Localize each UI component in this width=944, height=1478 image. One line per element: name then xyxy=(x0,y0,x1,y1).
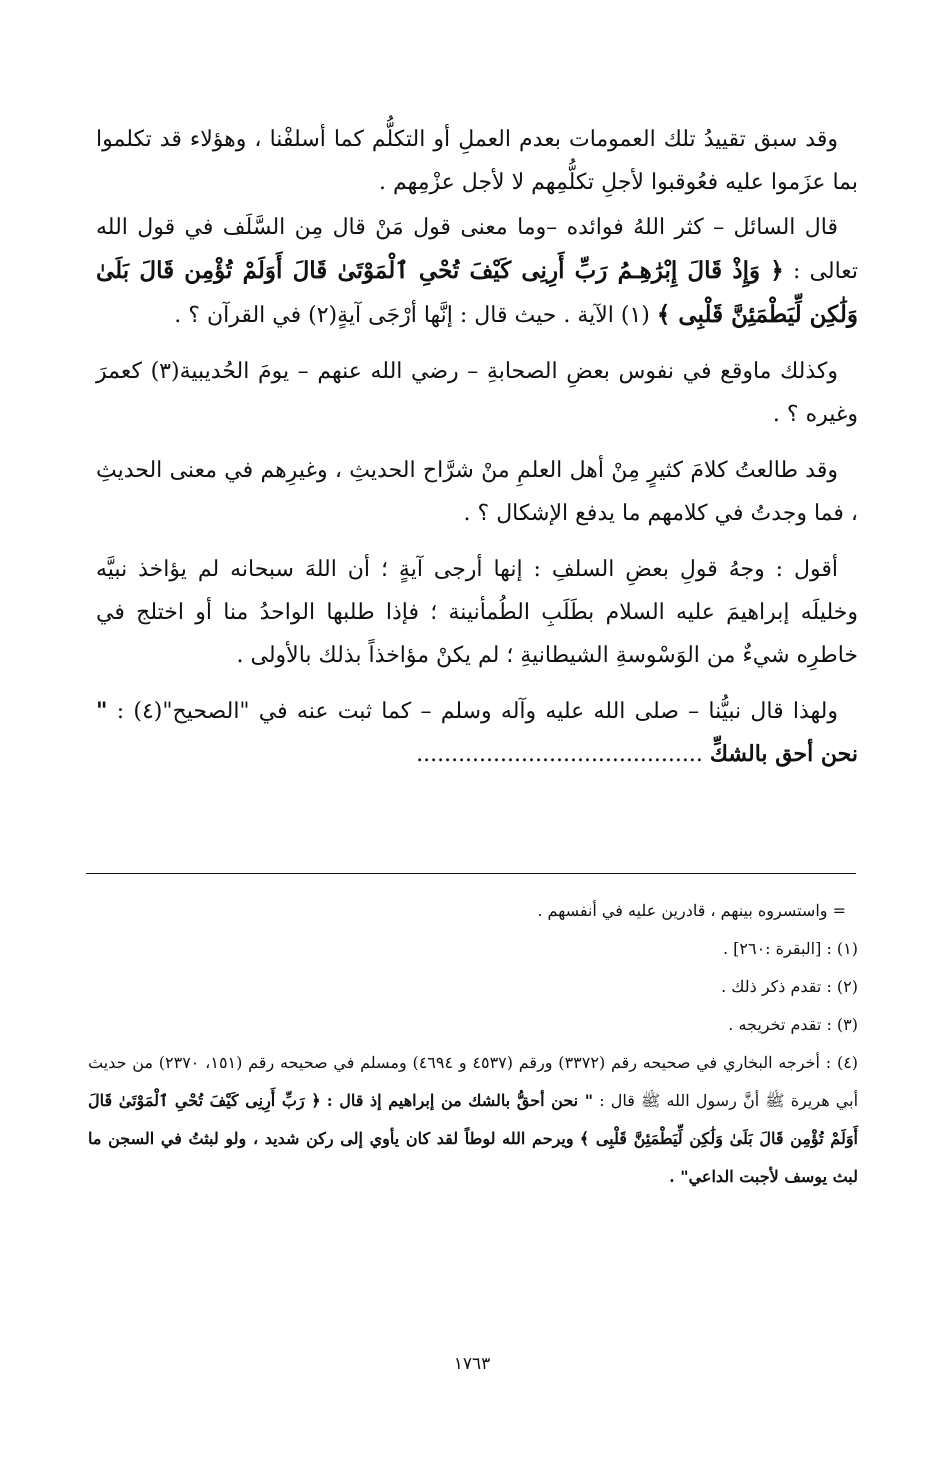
hadith-intro: ولهذا قال نبيُّنا – صلى الله عليه وآله وسلم – كما ثبت عنه في "الصحيح"(٤) : xyxy=(116,699,838,724)
footnote-quran-verse: ﴿ رَبِّ أَرِنِى كَيْفَ تُحْىِ ٱلْمَوْتَىٰ قَالَ أَوَلَمْ تُؤْمِن قَالَ بَلَىٰ وَلَٰكِن لِّيَطْمَئِنَّ قَلْبِى ﴾ xyxy=(88,1091,859,1148)
footnote-text: أخرجه البخاري في صحيحه رقم (٣٣٧٢) ورقم (٤٥٣٧ و ٤٦٩٤) ومسلم في صحيحه رقم (١٥١، ٢٣٧٠) من حديث أبي هريرة ﷺ أنَّ رسول الله ﷺ قال : xyxy=(88,1053,859,1110)
question-end: (١) الآية . حيث قال : إنَّها أرْجَى آيةٍ(٢) في القرآن ؟ . xyxy=(174,303,650,328)
footnote-number: (٤) : xyxy=(825,1053,859,1072)
page-number: ١٧٦٣ xyxy=(453,1354,491,1374)
paragraph-answer: أقول : وجهُ قولِ بعضِ السلفِ : إنها أرجى آيةٍ ؛ أن اللهَ سبحانه لم يؤاخذ نبيَّه وخليلَه إبراهيمَ عليه السلام بطَلَبِ الطُمأنينة ؛ فإذا طلبها الواحدُ منا أو اختلج في خاطرِه شيءٌ من الوَسْوسةِ الشيطانيةِ ؛ لم يكنْ مؤاخذاً بذلك بالأولى . xyxy=(96,557,858,668)
footnote-continuation: = واستسروه بينهم ، قادرين عليه في أنفسهم . xyxy=(537,901,846,920)
main-text xyxy=(96,118,858,776)
footnote-text: [البقرة :٢٦٠] . xyxy=(722,939,822,958)
hadith-quote: " نحن أحق بالشكِّ xyxy=(96,698,858,767)
footnote-number: (١) : xyxy=(826,939,858,958)
footnotes-section xyxy=(88,892,858,1196)
quran-verse: ﴿ وَإِذْ قَالَ إِبْرَٰهِـمُ رَبِّ أَرِنِى كَيْفَ تُحْىِ ٱلْمَوْتَىٰ قَالَ أَوَلَمْ تُؤْمِن قَالَ بَلَىٰ وَلَٰكِن لِّيَطْمَئِنَّ قَلْبِى ﴾ xyxy=(96,257,858,328)
question-intro: قال السائل – كثر اللهُ فوائده –وما معنى قول مَنْ قال مِن السَّلَف في قول الله تعالى : xyxy=(96,215,859,284)
paragraph-hadith xyxy=(96,690,858,776)
ellipsis-dots: ......................................... xyxy=(416,742,703,767)
footnote-divider xyxy=(86,873,856,874)
footnote-text: تقدم ذكر ذلك . xyxy=(721,977,822,996)
paragraph-question xyxy=(96,206,858,337)
footnote-hadith-end: ويرحم الله لوطاً لقد كان يأوي إلى ركن شديد ، ولو لبثتُ في السجن ما لبث يوسف لأجبت الداعي" . xyxy=(88,1129,858,1186)
footnote-number: (٢) : xyxy=(826,977,858,996)
footnote-4 xyxy=(88,1044,858,1196)
paragraph-companions: وكذلك ماوقع في نفوس بعضِ الصحابةِ – رضي الله عنهم – يومَ الحُديبية(٣) كعمرَ وغيره ؟ . xyxy=(96,359,858,427)
footnote-3 xyxy=(88,1006,858,1044)
paragraph-1: وقد سبق تقييدُ تلك العمومات بعدم العملِ أو التكلُّم كما أسلفْنا ، وهؤلاء قد تكلموا بما عزَموا عليه فعُوقبوا لأجلِ تكلُّمِهم لا لأجل عزْمِهم . xyxy=(96,127,858,195)
footnote-number: (٣) : xyxy=(826,1015,858,1034)
footnote-1 xyxy=(88,930,858,968)
footnote-2 xyxy=(88,968,858,1006)
paragraph-commentaries: وقد طالعتُ كلامَ كثيرٍ مِنْ أهل العلمِ منْ شرَّاح الحديثِ ، وغيرِهم في معنى الحديثِ ، فما وجدتُ في كلامهم ما يدفع الإشكال ؟ . xyxy=(96,458,858,526)
footnote-hadith-bold: " نحن أحقُّ بالشك من إبراهيم إذ قال : xyxy=(326,1091,594,1110)
footnote-text: تقدم تخريجه . xyxy=(728,1015,822,1034)
